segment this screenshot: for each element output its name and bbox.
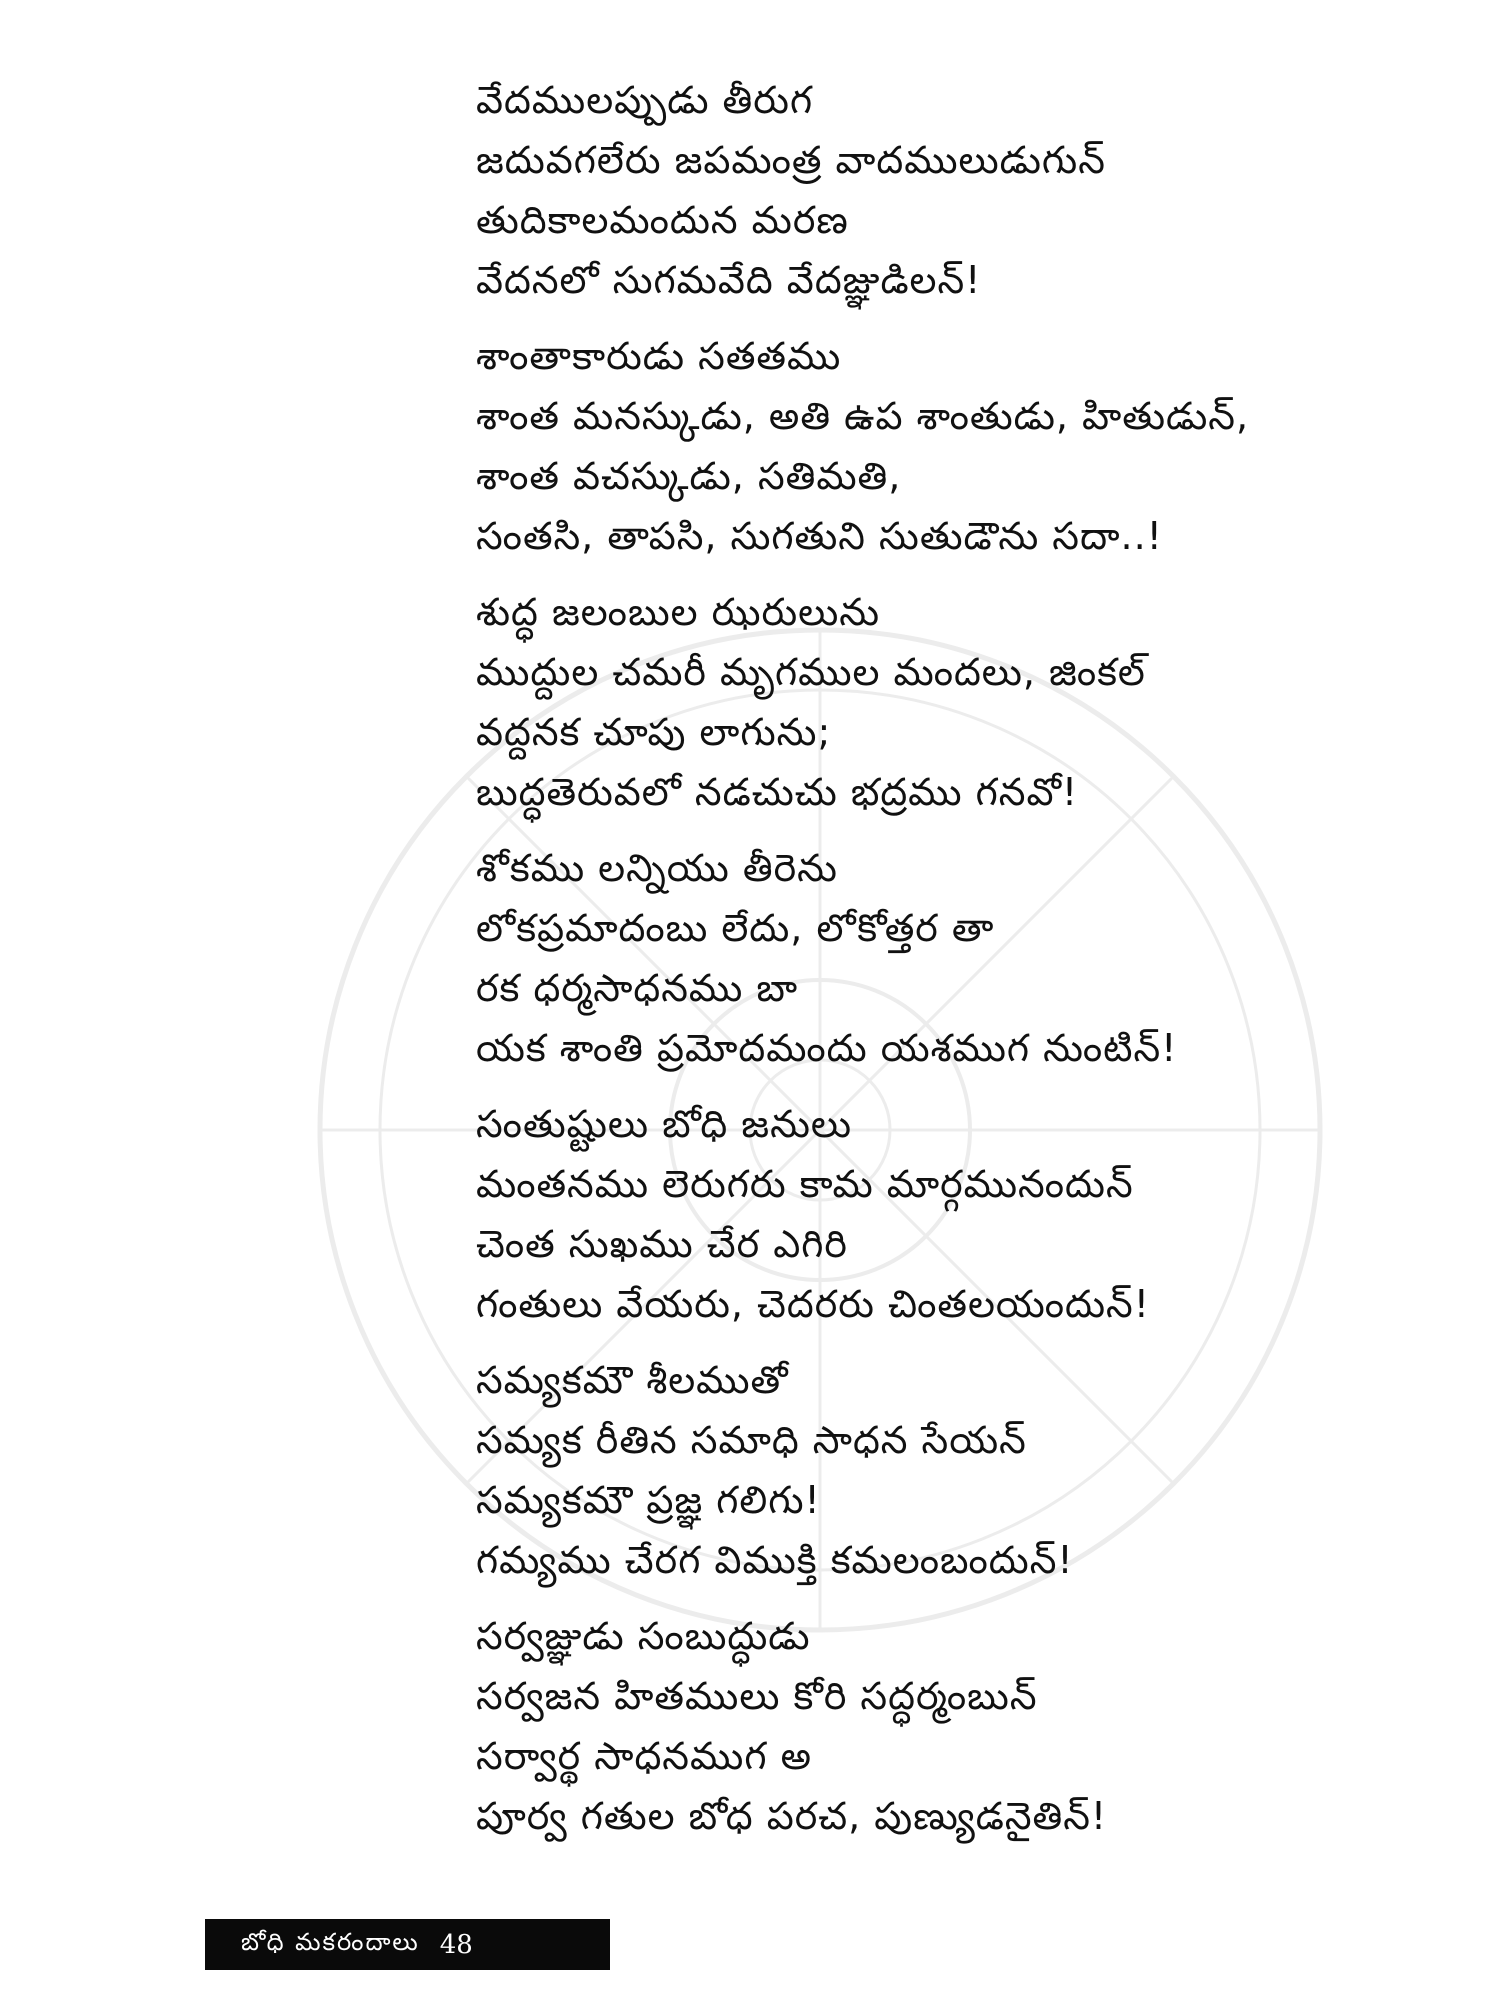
verse-line: శాంత వచస్కుడు, సతిమతి, [476,454,902,498]
book-title: బోధి మకరందాలు [241,1927,420,1956]
verse-line: వేదనలో సుగమవేది వేదజ్ఞుడిలన్! [476,258,982,302]
stanza-5 [476,1094,1376,1334]
stanza-1 [476,70,1376,310]
stanza-2 [476,326,1376,566]
verse-line: యక శాంతి ప్రమోదమందు యశముగ నుంటిన్! [476,1026,1178,1070]
stanza-4 [476,838,1376,1078]
verse-line: గమ్యము చేరగ విముక్తి కమలంబందున్! [476,1538,1074,1582]
stanza-7 [476,1606,1376,1846]
verse-line: బుద్ధతెరువలో నడచుచు భద్రము గనవో! [476,770,1079,814]
stanza-6 [476,1350,1376,1590]
page-footer [205,1919,610,1970]
verse-line: ముద్దుల చమరీ మృగముల మందలు, జింకల్ [476,650,1146,694]
verse-line: జదువగలేరు జపమంత్ర వాదములుడుగున్ [476,138,1106,182]
verse-line: చెంత సుఖము చేర ఎగిరి [476,1222,848,1266]
verse-line: సర్వజ్ఞుడు సంబుద్ధుడు [476,1614,811,1658]
verse-line: శుద్ధ జలంబుల ఝరులును [476,590,881,634]
verse-line: సమ్యక రీతిన సమాధి సాధన సేయన్ [476,1418,1027,1462]
stanza-3 [476,582,1376,822]
verse-line: శాంత మనస్కుడు, అతి ఉప శాంతుడు, హితుడున్, [476,394,1250,438]
verse-line: వద్దనక చూపు లాగును; [476,710,832,754]
verse-line: సర్వజన హితములు కోరి సద్ధర్మంబున్ [476,1674,1038,1718]
verse-line: శాంతాకారుడు సతతము [476,334,842,378]
verse-line: గంతులు వేయరు, చెదరరు చింతలయందున్! [476,1282,1150,1326]
verse-line: రక ధర్మసాధనము బా [476,966,799,1010]
verse-line: సర్వార్థ సాధనముగ అ [476,1734,812,1778]
verse-line: పూర్వ గతుల బోధ పరచ, పుణ్యుడనైతిన్! [476,1794,1108,1838]
verse-line: తుదికాలమందున మరణ [476,198,849,242]
verse-line: సంతుష్టులు బోధి జనులు [476,1102,852,1146]
poem-body [476,70,1376,1862]
verse-line: సంతసి, తాపసి, సుగతుని సుతుడౌను సదా..! [476,514,1163,558]
verse-line: వేదములప్పుడు తీరుగ [476,78,814,122]
verse-line: లోకప్రమాదంబు లేదు, లోకోత్తర తా [476,906,995,950]
verse-line: సమ్యకమౌ ప్రజ్ఞ గలిగు! [476,1478,821,1522]
verse-line: మంతనము లెరుగరు కామ మార్గమునందున్ [476,1162,1134,1206]
page-number: 48 [439,1929,473,1960]
verse-line: శోకము లన్నియు తీరెను [476,846,838,890]
verse-line: సమ్యకమౌ శీలముతో [476,1358,789,1402]
